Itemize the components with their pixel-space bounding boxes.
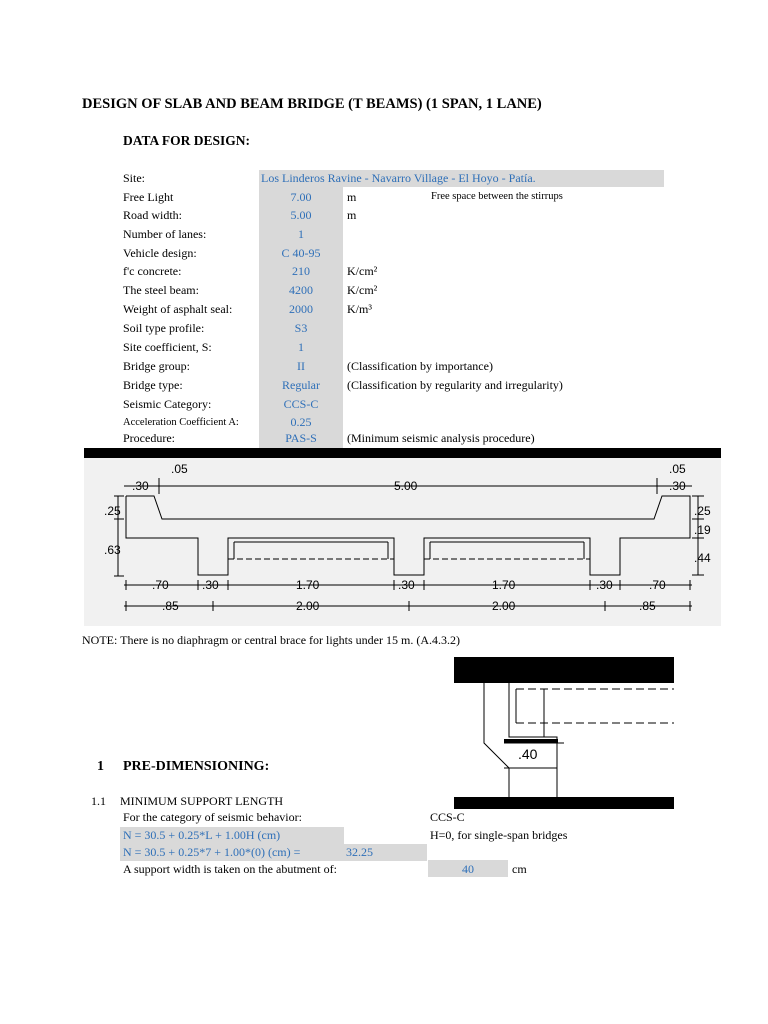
formula-text: N = 30.5 + 0.25*L + 1.00H (cm) — [123, 828, 281, 842]
dim-label: 2.00 — [296, 599, 320, 613]
data-row-unit: m — [347, 190, 357, 204]
cross-section-diagram — [84, 458, 721, 626]
dim-label: .25 — [104, 504, 121, 518]
data-row-value: C 40-95 — [281, 246, 321, 260]
data-row-value: CCS-C — [283, 397, 319, 411]
data-heading: DATA FOR DESIGN: — [123, 133, 251, 148]
design-note: NOTE: There is no diaphragm or central brace for lights under 15 m. (A.4.3.2) — [82, 633, 460, 647]
dim-label: 1.70 — [492, 578, 516, 592]
data-row-value: 1 — [298, 227, 304, 241]
data-row-unit: K/cm² — [347, 264, 378, 278]
section-outline — [126, 496, 690, 575]
support-width-value: 40 — [462, 862, 474, 876]
dim-label: .30 — [669, 479, 686, 493]
data-row-label: Soil type profile: — [123, 321, 205, 335]
dim-label: 2.00 — [492, 599, 516, 613]
support-detail-diagram — [454, 657, 674, 809]
data-row-label: Road width: — [123, 208, 182, 222]
data-row-value: 210 — [292, 264, 310, 278]
data-row-label: Acceleration Coefficient A: — [123, 417, 239, 428]
data-row-value: Regular — [282, 378, 320, 392]
data-row-label: Free Light — [123, 190, 174, 204]
data-row-value: 2000 — [289, 302, 313, 316]
dim-label: .85 — [162, 599, 179, 613]
formula-calc-value: 32.25 — [346, 845, 373, 859]
data-row-value: Los Linderos Ravine - Navarro Village - El Hoyo - Patía. — [261, 171, 536, 185]
dim-label: 5.00 — [394, 479, 418, 493]
formula-note: H=0, for single-span bridges — [430, 828, 568, 842]
data-row-value: II — [297, 359, 305, 373]
dim-label: .70 — [152, 578, 169, 592]
dim-label: .05 — [171, 462, 188, 476]
data-row-unit: K/m³ — [347, 302, 372, 316]
dim-label: .63 — [104, 543, 121, 557]
data-row-value: PAS-S — [285, 431, 317, 445]
dim-label: .44 — [694, 551, 711, 565]
data-row-label: Bridge group: — [123, 359, 190, 373]
data-row-value: 5.00 — [290, 208, 312, 222]
data-row-note: Free space between the stirrups — [431, 191, 563, 202]
data-row-label: The steel beam: — [123, 283, 199, 297]
subsection-number: 1.1 — [91, 794, 106, 808]
dim-label: .85 — [639, 599, 656, 613]
detail-bottom-bar — [454, 797, 674, 809]
data-row-label: Bridge type: — [123, 378, 183, 392]
data-row-value: S3 — [294, 321, 308, 335]
data-row-unit: (Classification by importance) — [347, 359, 493, 373]
dim-label: .05 — [669, 462, 686, 476]
section-title: PRE-DIMENSIONING: — [123, 759, 270, 774]
data-row-label: Weight of asphalt seal: — [123, 302, 233, 316]
dim-label: .30 — [596, 578, 613, 592]
seismic-behavior-value: CCS-C — [430, 810, 465, 824]
data-row-value: 4200 — [289, 283, 313, 297]
data-row-label: Procedure: — [123, 431, 175, 445]
support-detail-svg — [454, 683, 674, 797]
dim-label: .30 — [132, 479, 149, 493]
dim-label: .30 — [202, 578, 219, 592]
data-row-label: Number of lanes: — [123, 227, 207, 241]
section-number: 1 — [97, 759, 104, 774]
support-width-unit: cm — [512, 862, 527, 876]
data-row-label: Vehicle design: — [123, 246, 197, 260]
seismic-behavior-label: For the category of seismic behavior: — [123, 810, 302, 824]
dim-label: .25 — [694, 504, 711, 518]
page-title: DESIGN OF SLAB AND BEAM BRIDGE (T BEAMS) (1 SPAN, 1 LANE) — [82, 96, 542, 112]
data-row-value: 7.00 — [290, 190, 312, 204]
data-row-unit: m — [347, 208, 357, 222]
data-row-unit: K/cm² — [347, 283, 378, 297]
data-row-label: Seismic Category: — [123, 397, 212, 411]
dim-label: .70 — [649, 578, 666, 592]
dim-label: .19 — [694, 523, 711, 537]
data-row-label: Site: — [123, 171, 146, 185]
data-row-value: 0.25 — [290, 415, 312, 429]
detail-dim-label: .40 — [518, 746, 538, 762]
detail-top-bar — [454, 657, 674, 683]
data-row-unit: (Minimum seismic analysis procedure) — [347, 431, 535, 445]
section-divider — [84, 448, 721, 458]
data-row-value: 1 — [298, 340, 304, 354]
data-row-unit: (Classification by regularity and irregularity) — [347, 378, 563, 392]
data-row-label: f'c concrete: — [123, 264, 182, 278]
support-width-label: A support width is taken on the abutment of: — [123, 862, 337, 876]
formula-calc-text: N = 30.5 + 0.25*7 + 1.00*(0) (cm) = — [123, 845, 301, 859]
cross-section-svg — [84, 458, 721, 626]
dim-label: 1.70 — [296, 578, 320, 592]
dim-label: .30 — [398, 578, 415, 592]
data-row-label: Site coefficient, S: — [123, 340, 212, 354]
subsection-title: MINIMUM SUPPORT LENGTH — [120, 794, 284, 808]
